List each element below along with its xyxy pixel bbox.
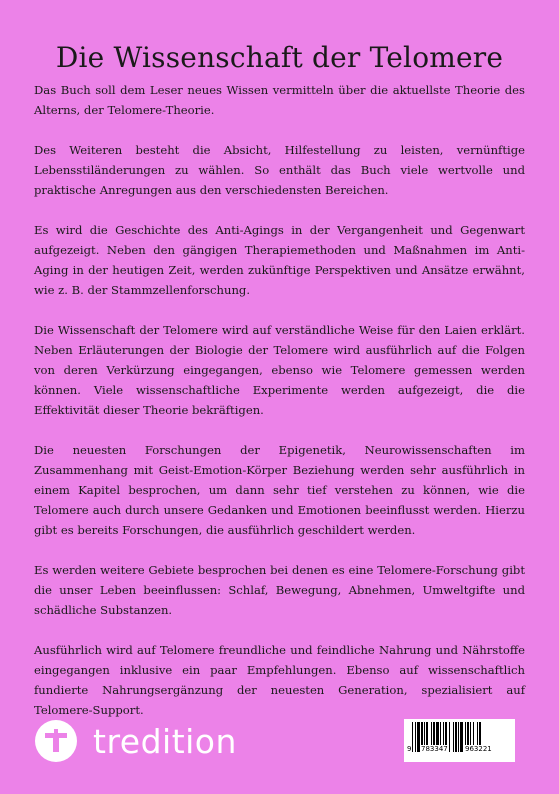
back-cover-text (34, 80, 525, 740)
paragraph: Das Buch soll dem Leser neues Wissen vermitteln über die aktuellste Theorie des Alterns, der Telomere-Theorie. (34, 83, 525, 117)
publisher-logo (35, 720, 237, 762)
paragraph: Des Weiteren besteht die Absicht, Hilfestellung zu leisten, vernünftige Lebensstiländerungen zu wählen. So enthält das Buch viele wertvolle und praktische Anregungen aus den verschiedensten Bereichen. (34, 143, 525, 197)
paragraph: Die neuesten Forschungen der Epigenetik, Neurowissenschaften im Zusammenhang mit Geist-Emotion-Körper Beziehung werden sehr ausführlich in einem Kapitel besprochen, um dann sehr tief verstehen zu können, wie die Telomere auch durch unsere Gedanken und Emotionen beeinflusst werden. Hierzu gibt es bereits Forschungen, die ausführlich geschildert werden. (34, 443, 525, 537)
tredition-logo-icon (35, 720, 77, 762)
isbn-barcode (404, 719, 515, 762)
barcode-digits-right: 963221 (465, 745, 492, 753)
barcode-lead-digit: 9 (407, 745, 412, 753)
paragraph: Es werden weitere Gebiete besprochen bei denen es eine Telomere-Forschung gibt die unser Leben beeinflussen: Schlaf, Bewegung, Abnehmen, Umweltgifte und schädliche Substanzen. (34, 563, 525, 617)
paragraph: Es wird die Geschichte des Anti-Agings in der Vergangenheit und Gegenwart aufgezeigt. Neben den gängigen Therapiemethoden und Maßnahmen im Anti-Aging in der heutigen Zeit, werden zukünftige Perspektiven und Ansätze erwähnt, wie z. B. der Stammzellenforschung. (34, 223, 525, 297)
book-title: Die Wissenschaft der Telomere (55, 40, 504, 74)
publisher-name: tredition (93, 721, 237, 761)
paragraph: Ausführlich wird auf Telomere freundliche und feindliche Nahrung und Nährstoffe eingegangen inklusive ein paar Empfehlungen. Ebenso auf wissenschaftlich fundierte Nahrungsergänzung der neuesten Generation, spezialisiert auf Telomere-Support. (34, 643, 525, 717)
barcode-digits-left: 783347 (421, 745, 448, 753)
barcode-bars (404, 719, 515, 762)
paragraph: Die Wissenschaft der Telomere wird auf verständliche Weise für den Laien erklärt. Neben Erläuterungen der Biologie der Telomere wird ausführlich auf die Folgen von deren Verkürzung eingegangen, ebenso wie Telomere gemessen werden können. Viele wissenschaftliche Experimente werden aufgezeigt, die die Effektivität dieser Theorie bekräftigen. (34, 323, 525, 417)
